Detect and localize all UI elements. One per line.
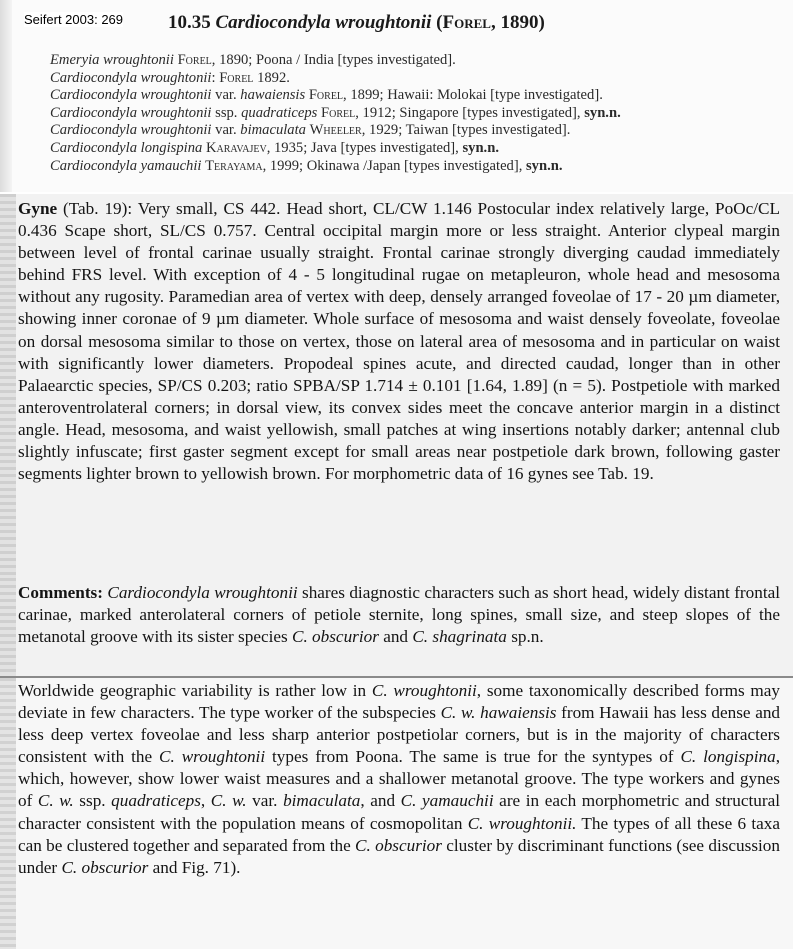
gyne-label: Gyne [18,199,58,218]
gyne-text: (Tab. 19): Very small, CS 442. Head short, CL/CW 1.146 Postocular index relatively large, PoOc/CL 0.436 Scape short, SL/CS 0.757. Central occipital margin more or less straight. Anterior clypeal margin between level of frontal carinae usually straight. Frontal carinae strongly diverging caudad immediately behind FRS level. With exception of 4 - 5 longitudinal rugae on metapleuron, whole head and mesosoma without any rugosity. Paramedian area of vertex with deep, densely arranged foveolae of 17 - 20 µm diameter, showing inner coronae of 9 µm diameter. Whole surface of mesosoma and waist densely foveolate, foveolae on dorsal mesosoma similar to those on vertex, those on lateral area of mesosoma and in particular on waist with significantly lower diameters. Propodeal spines acute, and directed caudad, longer than in other Palaearctic species, SP/CS 0.203; ratio SPBA/SP 1.714 ± 0.101 [1.64, 1.89] (n = 5). Postpetiole with marked anteroventrolateral corners; in dorsal view, its convex sides meet the concave anterior margin in a distinct angle. Head, mesosoma, and waist yellowish, small patches at wing insertions notably darker; antennal club slightly infuscate; first gaster segment except for small areas near postpetiole dark brown, following gaster segments lighter brown to yellowish brown. For morphometric data of 16 gynes see Tab. 19. [18,199,780,484]
author-name: Forel [442,12,491,33]
synonym-line: Emeryia wroughtonii Forel, 1890; Poona / India [types investigated]. [50,52,456,68]
year: 1890 [500,12,539,33]
citation-tag: Seifert 2003: 269 [24,12,124,27]
comments-paragraph: Comments: Cardiocondyla wroughtonii shares diagnostic characters such as short head, widely distant frontal carinae, marked anterolateral corners of petiole sternite, long spines, small size, and steep slopes of the metanotal groove with its sister species C. obscurior and C. shagrinata sp.n. [18,583,781,647]
species-heading: 10.35 Cardiocondyla wroughtonii (Forel, 1890) [168,12,545,33]
synonym-line: Cardiocondyla yamauchii Terayama, 1999; Okinawa /Japan [types investigated], syn.n. [50,157,563,174]
worldwide-paragraph: Worldwide geographic variability is rather low in C. wroughtonii, some taxonomically described forms may deviate in few characters. The type worker of the subspecies C. w. hawaiensis from Hawaii has less dense and less deep vertex foveolae and less sharp anterior postpetiolar corners, but is in the majority of characters consistent with the C. wroughtonii types from Poona. The same is true for the syntypes of C. longispina, which, however, show lower waist measures and a shallower metanotal groove. The type workers and gynes of C. w. ssp. quadraticeps, C. w. var. bimaculata, and C. yamauchii are in each morphometric and structural character consistent with the population means of cosmopolitan C. wroughtonii. The types of all these 6 taxa can be clustered together and separated from the C. obscurior cluster by discriminant functions (see discussion under C. obscurior and Fig. 71). [18,681,781,877]
synonym-line: Cardiocondyla longispina Karavajev, 1935; Java [types investigated], syn.n. [50,139,499,156]
species-name: wroughtonii [335,12,432,33]
gyne-paragraph [18,198,780,485]
synonym-line: Cardiocondyla wroughtonii ssp. quadraticeps Forel, 1912; Singapore [types investigated], syn.n. [50,104,621,121]
synonym-list [50,52,780,175]
comments-label: Comments: [18,583,103,602]
synonym-line: Cardiocondyla wroughtonii var. hawaiensis Forel, 1899; Hawaii: Molokai [type investigated]. [50,87,603,104]
synonym-line: Cardiocondyla wroughtonii: Forel 1892. [50,69,290,86]
synonym-line: Cardiocondyla wroughtonii var. bimaculata Wheeler, 1929; Taiwan [types investigated]. [50,122,571,139]
genus-name: Cardiocondyla [215,12,331,33]
header-section [0,0,793,192]
comments-section [0,578,793,676]
worldwide-section [0,678,793,949]
gyne-section [0,194,793,578]
section-number: 10.35 [168,12,211,33]
